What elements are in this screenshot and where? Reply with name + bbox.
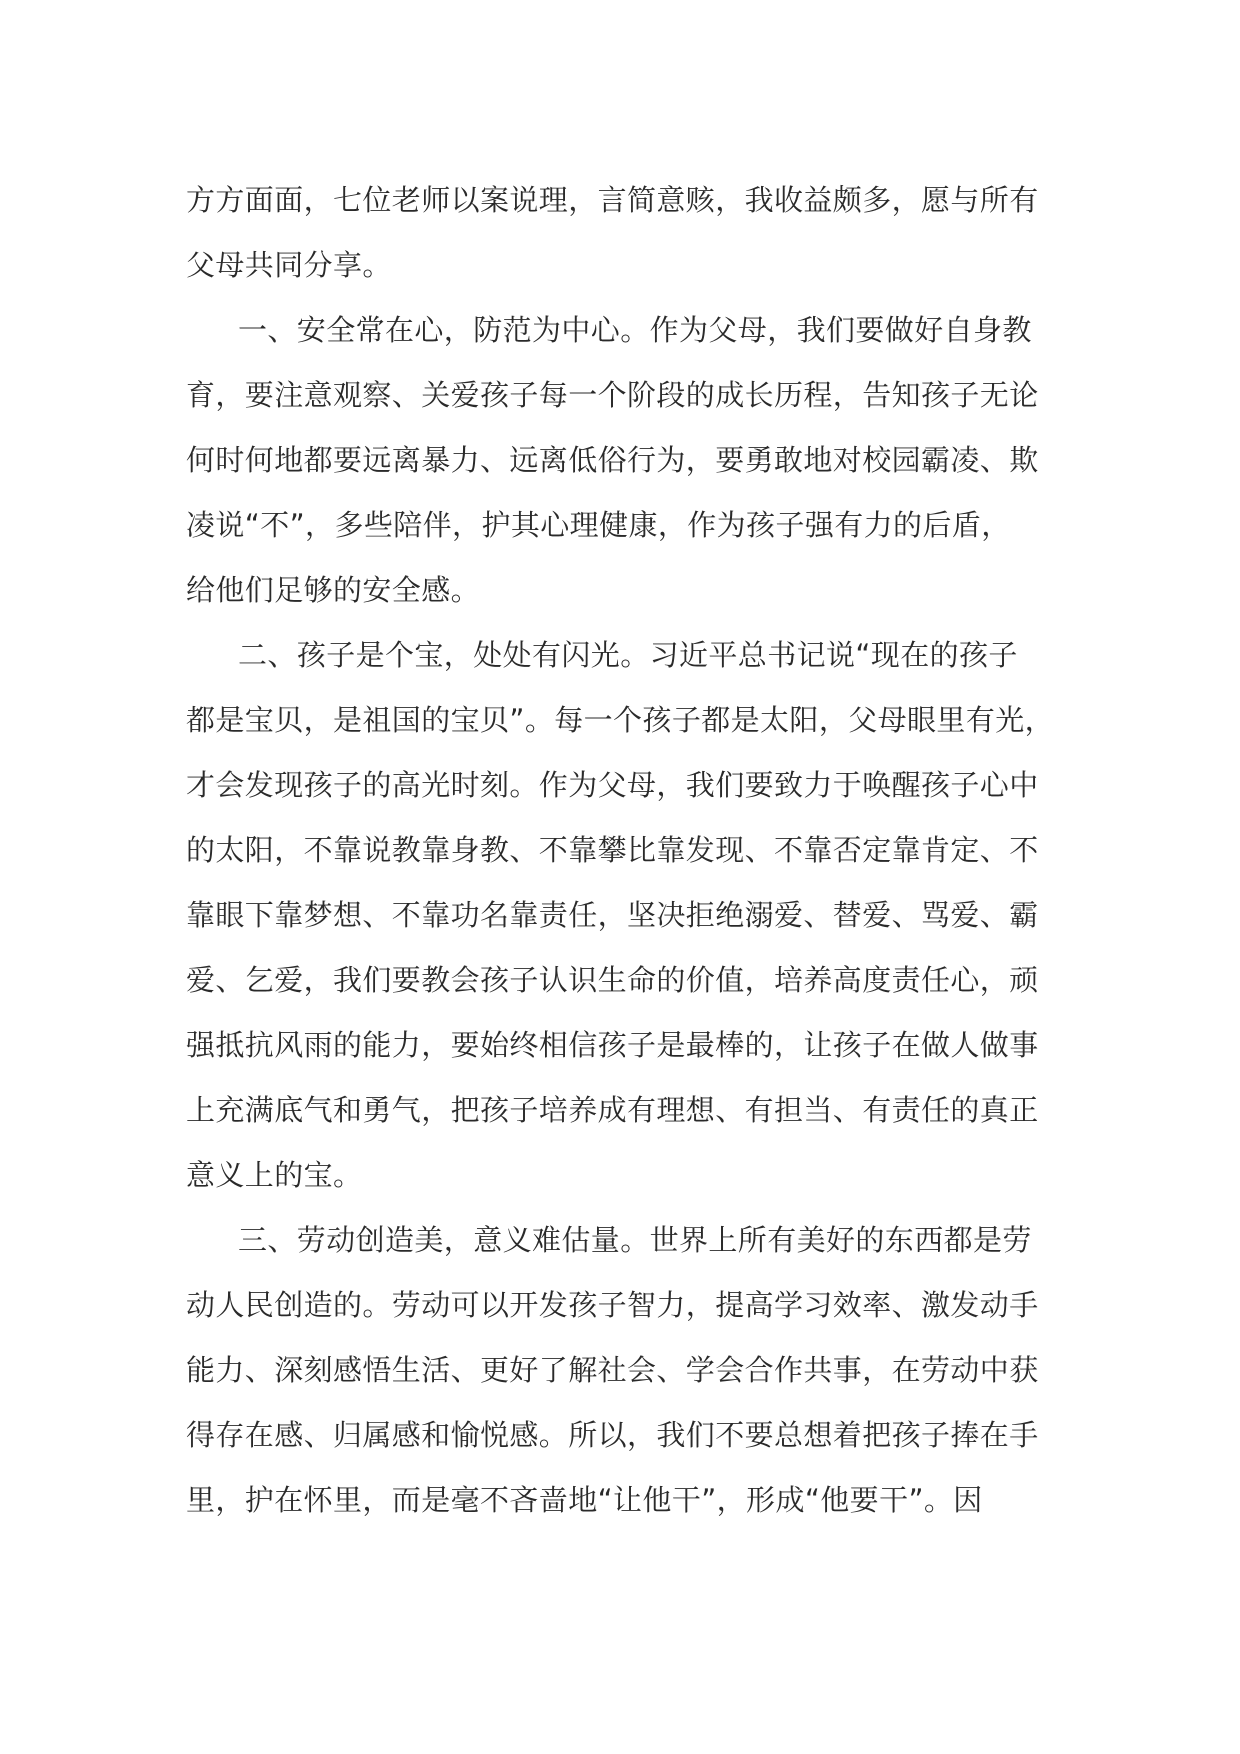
text-line: 强抵抗风雨的能力，要始终相信孩子是最棒的，让孩子在做人做事 (186, 1028, 1039, 1062)
text-line: 意义上的宝。 (186, 1158, 363, 1192)
text-line: 得存在感、归属感和愉悦感。所以，我们不要总想着把孩子捧在手 (186, 1418, 1039, 1452)
text-line: 才会发现孩子的高光时刻。作为父母，我们要致力于唤醒孩子心中 (186, 768, 1039, 802)
text-line: 动人民创造的。劳动可以开发孩子智力，提高学习效率、激发动手 (186, 1288, 1039, 1322)
text-line: 方方面面，七位老师以案说理，言简意赅，我收益颇多，愿与所有 (186, 183, 1039, 217)
document-body (186, 168, 1056, 1533)
text-line: 凌说“不”，多些陪伴，护其心理健康，作为孩子强有力的后盾， (186, 508, 1011, 542)
text-line: 何时何地都要远离暴力、远离低俗行为，要勇敢地对校园霸凌、欺 (186, 443, 1039, 477)
paragraph-start-line: 一、安全常在心，防范为中心。作为父母，我们要做好自身教 (238, 313, 1032, 347)
text-line: 的太阳，不靠说教靠身教、不靠攀比靠发现、不靠否定靠肯定、不 (186, 833, 1039, 867)
text-line: 上充满底气和勇气，把孩子培养成有理想、有担当、有责任的真正 (186, 1093, 1039, 1127)
text-line: 靠眼下靠梦想、不靠功名靠责任，坚决拒绝溺爱、替爱、骂爱、霸 (186, 898, 1039, 932)
paragraph-start-line: 三、劳动创造美，意义难估量。世界上所有美好的东西都是劳 (238, 1223, 1032, 1257)
text-line: 爱、乞爱，我们要教会孩子认识生命的价值，培养高度责任心，顽 (186, 963, 1039, 997)
text-line: 育，要注意观察、关爱孩子每一个阶段的成长历程，告知孩子无论 (186, 378, 1039, 412)
paragraph-start-line: 二、孩子是个宝，处处有闪光。习近平总书记说“现在的孩子 (238, 638, 1018, 672)
text-line: 给他们足够的安全感。 (186, 573, 481, 607)
text-line: 里，护在怀里，而是毫不吝啬地“让他干”，形成“他要干”。因 (186, 1483, 983, 1517)
text-line: 能力、深刻感悟生活、更好了解社会、学会合作共事，在劳动中获 (186, 1353, 1039, 1387)
text-line: 都是宝贝，是祖国的宝贝”。每一个孩子都是太阳，父母眼里有光， (186, 703, 1055, 737)
text-line: 父母共同分享。 (186, 248, 392, 282)
